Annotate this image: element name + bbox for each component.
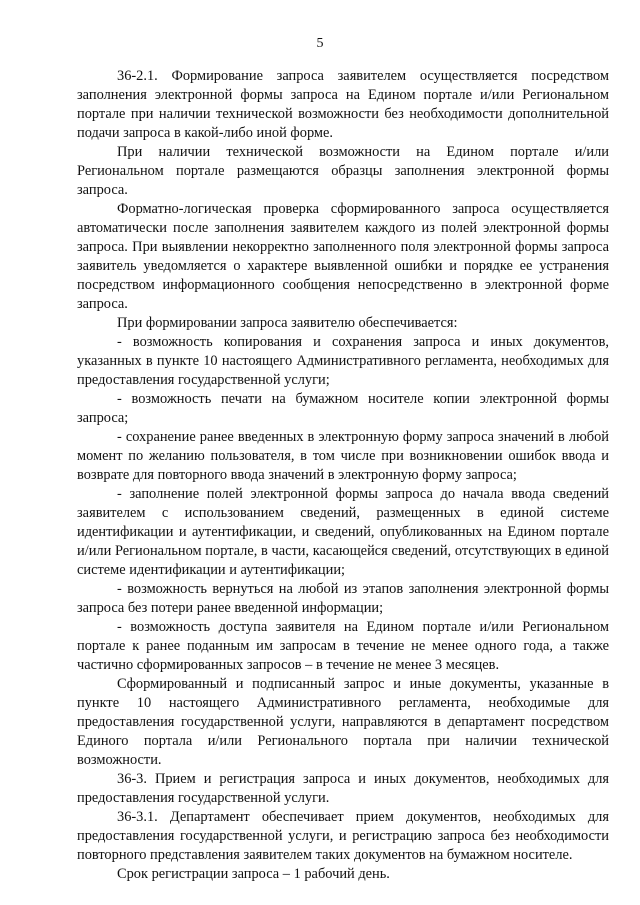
paragraph-submission: Сформированный и подписанный запрос и иные документы, указанные в пункте 10 настоящего Административного регламента, необходимые для предоставления государственной услуги, направляются в департамент посредством Единого портала и/или Регионального портала при наличии технической возможности. xyxy=(77,676,609,768)
list-item-return-to-step: - возможность вернуться на любой из этапов заполнения электронной формы запроса без потери ранее введенной информации; xyxy=(77,581,609,616)
list-item-print: - возможность печати на бумажном носителе копии электронной формы запроса; xyxy=(77,391,609,426)
paragraph-provided-features-intro: При формировании запроса заявителю обеспечивается: xyxy=(117,315,458,331)
paragraph-form-samples: При наличии технической возможности на Едином портале и/или Региональном портале размещаются образцы заполнения электронной формы запроса. xyxy=(77,144,609,198)
list-item-copy-save: - возможность копирования и сохранения запроса и иных документов, указанных в пункте 10 настоящего Административного регламента, необходимых для предоставления государственной услуги; xyxy=(77,334,609,388)
list-item-save-values: - сохранение ранее введенных в электронную форму запроса значений в любой момент по желанию пользователя, в том числе при возникновении ошибок ввода и возврате для повторного ввода значений в электронную форму запроса; xyxy=(77,429,609,483)
paragraph-36-2-1: 36-2.1. Формирование запроса заявителем осуществляется посредством заполнения электронной формы запроса на Едином портале и/или Региональном портале при наличии технической возможности без необходимости дополнительной подачи запроса в какой-либо иной форме. xyxy=(77,68,609,141)
list-item-autofill: - заполнение полей электронной формы запроса до начала ввода сведений заявителем с использованием сведений, размещенных в единой системе идентификации и аутентификации, и сведений, опубликованных на Едином портале и/или Региональном портале, в части, касающейся сведений, отсутствующих в единой системе идентификации и аутентификации; xyxy=(77,486,609,578)
paragraph-36-3-heading: 36-3. Прием и регистрация запроса и иных документов, необходимых для предоставления государственной услуги. xyxy=(77,771,609,806)
paragraph-36-3-1: 36-3.1. Департамент обеспечивает прием документов, необходимых для предоставления государственной услуги, и регистрацию запроса без необходимости повторного представления заявителем таких документов на бумажном носителе. xyxy=(77,809,609,863)
paragraph-registration-term: Срок регистрации запроса – 1 рабочий день. xyxy=(117,866,390,882)
list-item-access-requests: - возможность доступа заявителя на Едином портале и/или Региональном портале к ранее поданным им запросам в течение не менее одного года, а также частично сформированных запросов – в течение не менее 3 месяцев. xyxy=(77,619,609,673)
page-number: 5 xyxy=(316,36,324,51)
document-body xyxy=(77,67,609,884)
paragraph-format-check: Форматно-логическая проверка сформированного запроса осуществляется автоматически после заполнения заявителем каждого из полей электронной формы запроса. При выявлении некорректно заполненного поля электронной формы запроса заявитель уведомляется о характере выявленной ошибки и порядке ее устранения посредством информационного сообщения непосредственно в электронной форме запроса. xyxy=(77,201,609,312)
